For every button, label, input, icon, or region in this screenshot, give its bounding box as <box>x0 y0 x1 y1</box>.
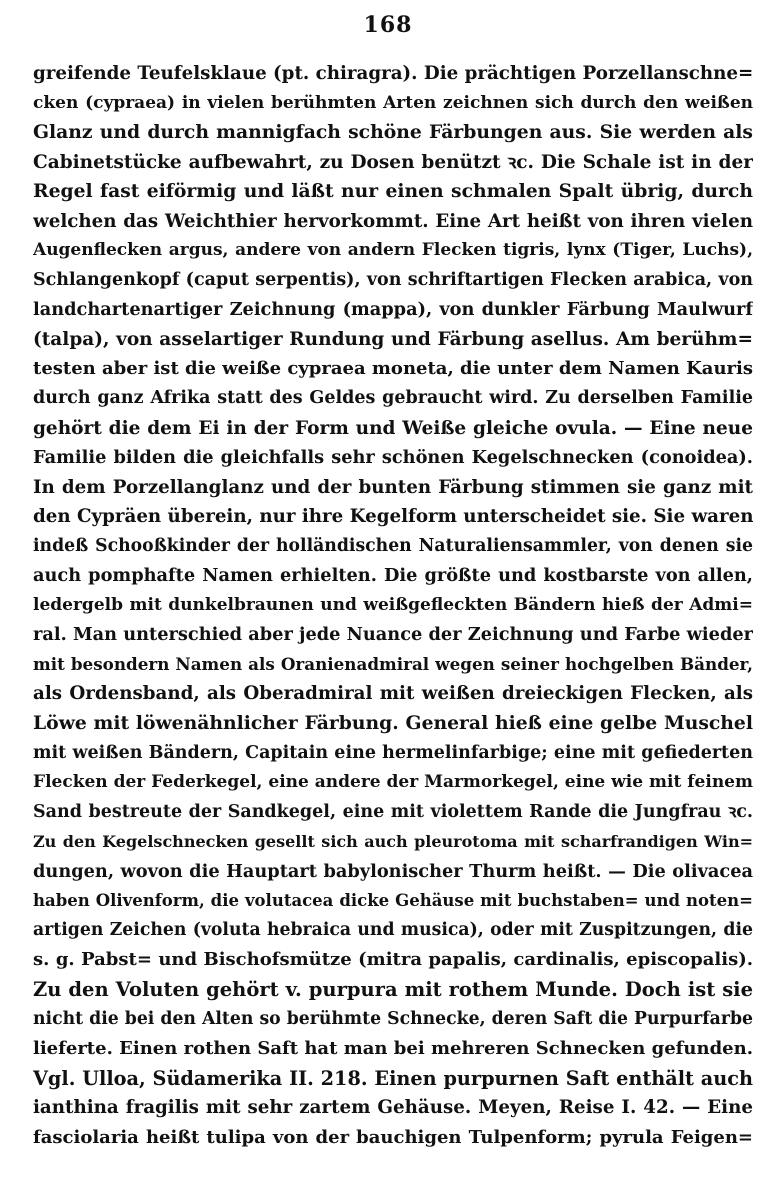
text-line: Sand bestreute der Sandkegel, eine mit violettem Rande die Jungfrau ꝛc. <box>33 801 753 822</box>
text-line: Flecken der Federkegel, eine andere der Marmorkegel, eine wie mit feinem <box>33 772 753 793</box>
page-number: 168 <box>363 12 413 38</box>
text-line: In dem Porzellanglanz und der bunten Färbung stimmen sie ganz mit <box>33 476 753 498</box>
text-line: cken (cypraea) in vielen berühmten Arten zeichnen sich durch den weißen <box>33 92 753 113</box>
text-line: durch ganz Afrika statt des Geldes gebraucht wird. Zu derselben Familie <box>33 388 753 409</box>
text-line: Schlangenkopf (caput serpentis), von schriftartigen Flecken arabica, von <box>33 269 753 290</box>
text-line: greifende Teufelsklaue (pt. chiragra). Die prächtigen Porzellanschne= <box>33 63 753 84</box>
text-line: mit weißen Bändern, Capitain eine hermelinfarbige; eine mit gefiederten <box>33 742 753 763</box>
text-line: ianthina fragilis mit sehr zartem Gehäuse. Meyen, Reise I. 42. — Eine <box>33 1097 753 1119</box>
text-line: fasciolaria heißt tulipa von der bauchigen Tulpenform; pyrula Feigen= <box>33 1126 753 1148</box>
text-line: Löwe mit löwenähnlicher Färbung. General hieß eine gelbe Muschel <box>33 712 753 735</box>
text-line: welchen das Weichthier hervorkommt. Eine Art heißt von ihren vielen <box>33 210 753 232</box>
text-line: Familie bilden die gleichfalls sehr schönen Kegelschnecken (conoidea). <box>33 447 753 469</box>
text-line: Glanz und durch mannigfach schöne Färbungen aus. Sie werden als <box>33 121 753 144</box>
text-line: auch pomphafte Namen erhielten. Die größte und kostbarste von allen, <box>33 565 753 587</box>
text-line: (talpa), von asselartiger Rundung und Färbung asellus. Am berühm= <box>33 328 753 350</box>
text-line: gehört die dem Ei in der Form und Weiße gleiche ovula. — Eine neue <box>33 417 753 439</box>
text-line: Vgl. Ulloa, Südamerika II. 218. Einen purpurnen Saft enthält auch <box>33 1066 753 1090</box>
text-line: den Cypräen überein, nur ihre Kegelform unterscheidet sie. Sie waren <box>33 506 753 528</box>
text-line: Zu den Kegelschnecken gesellt sich auch pleurotoma mit scharfrandigen Win= <box>33 832 753 852</box>
text-line: lieferte. Einen rothen Saft hat man bei mehreren Schnecken gefunden. <box>33 1038 753 1060</box>
text-line: artigen Zeichen (voluta hebraica und musica), oder mit Zuspitzungen, die <box>33 919 753 940</box>
text-line: nicht die bei den Alten so berühmte Schnecke, deren Saft die Purpurfarbe <box>33 1008 753 1029</box>
text-line: als Ordensband, als Oberadmiral mit weißen dreieckigen Flecken, als <box>33 683 753 705</box>
text-line: haben Olivenform, die volutacea dicke Gehäuse mit buchstaben= und noten= <box>33 891 753 911</box>
text-line: ledergelb mit dunkelbraunen und weißgefleckten Bändern hieß der Admi= <box>33 594 753 615</box>
text-line: dungen, wovon die Hauptart babylonischer Thurm heißt. — Die olivacea <box>33 860 753 882</box>
text-line: indeß Schooßkinder der holländischen Naturaliensammler, von denen sie <box>33 535 753 556</box>
body-text <box>33 59 753 1152</box>
text-line: mit besondern Namen als Oranienadmiral wegen seiner hochgelben Bänder, <box>33 653 753 674</box>
text-line: Augenflecken argus, andere von andern Flecken tigris, lynx (Tiger, Luchs), <box>33 240 753 261</box>
text-line: landchartenartiger Zeichnung (mappa), von dunkler Färbung Maulwurf <box>33 299 753 321</box>
text-line: Regel fast eiförmig und läßt nur einen schmalen Spalt übrig, durch <box>33 180 753 203</box>
text-line: testen aber ist die weiße cypraea moneta, die unter dem Namen Kauris <box>33 358 753 380</box>
text-line: ral. Man unterschied aber jede Nuance der Zeichnung und Farbe wieder <box>33 624 753 646</box>
text-line: s. g. Pabst= und Bischofsmütze (mitra papalis, cardinalis, episcopalis). <box>33 949 753 971</box>
text-line: Zu den Voluten gehört v. purpura mit rothem Munde. Doch ist sie <box>33 977 753 1001</box>
text-line: Cabinetstücke aufbewahrt, zu Dosen benützt ꝛc. Die Schale ist in der <box>33 151 753 173</box>
